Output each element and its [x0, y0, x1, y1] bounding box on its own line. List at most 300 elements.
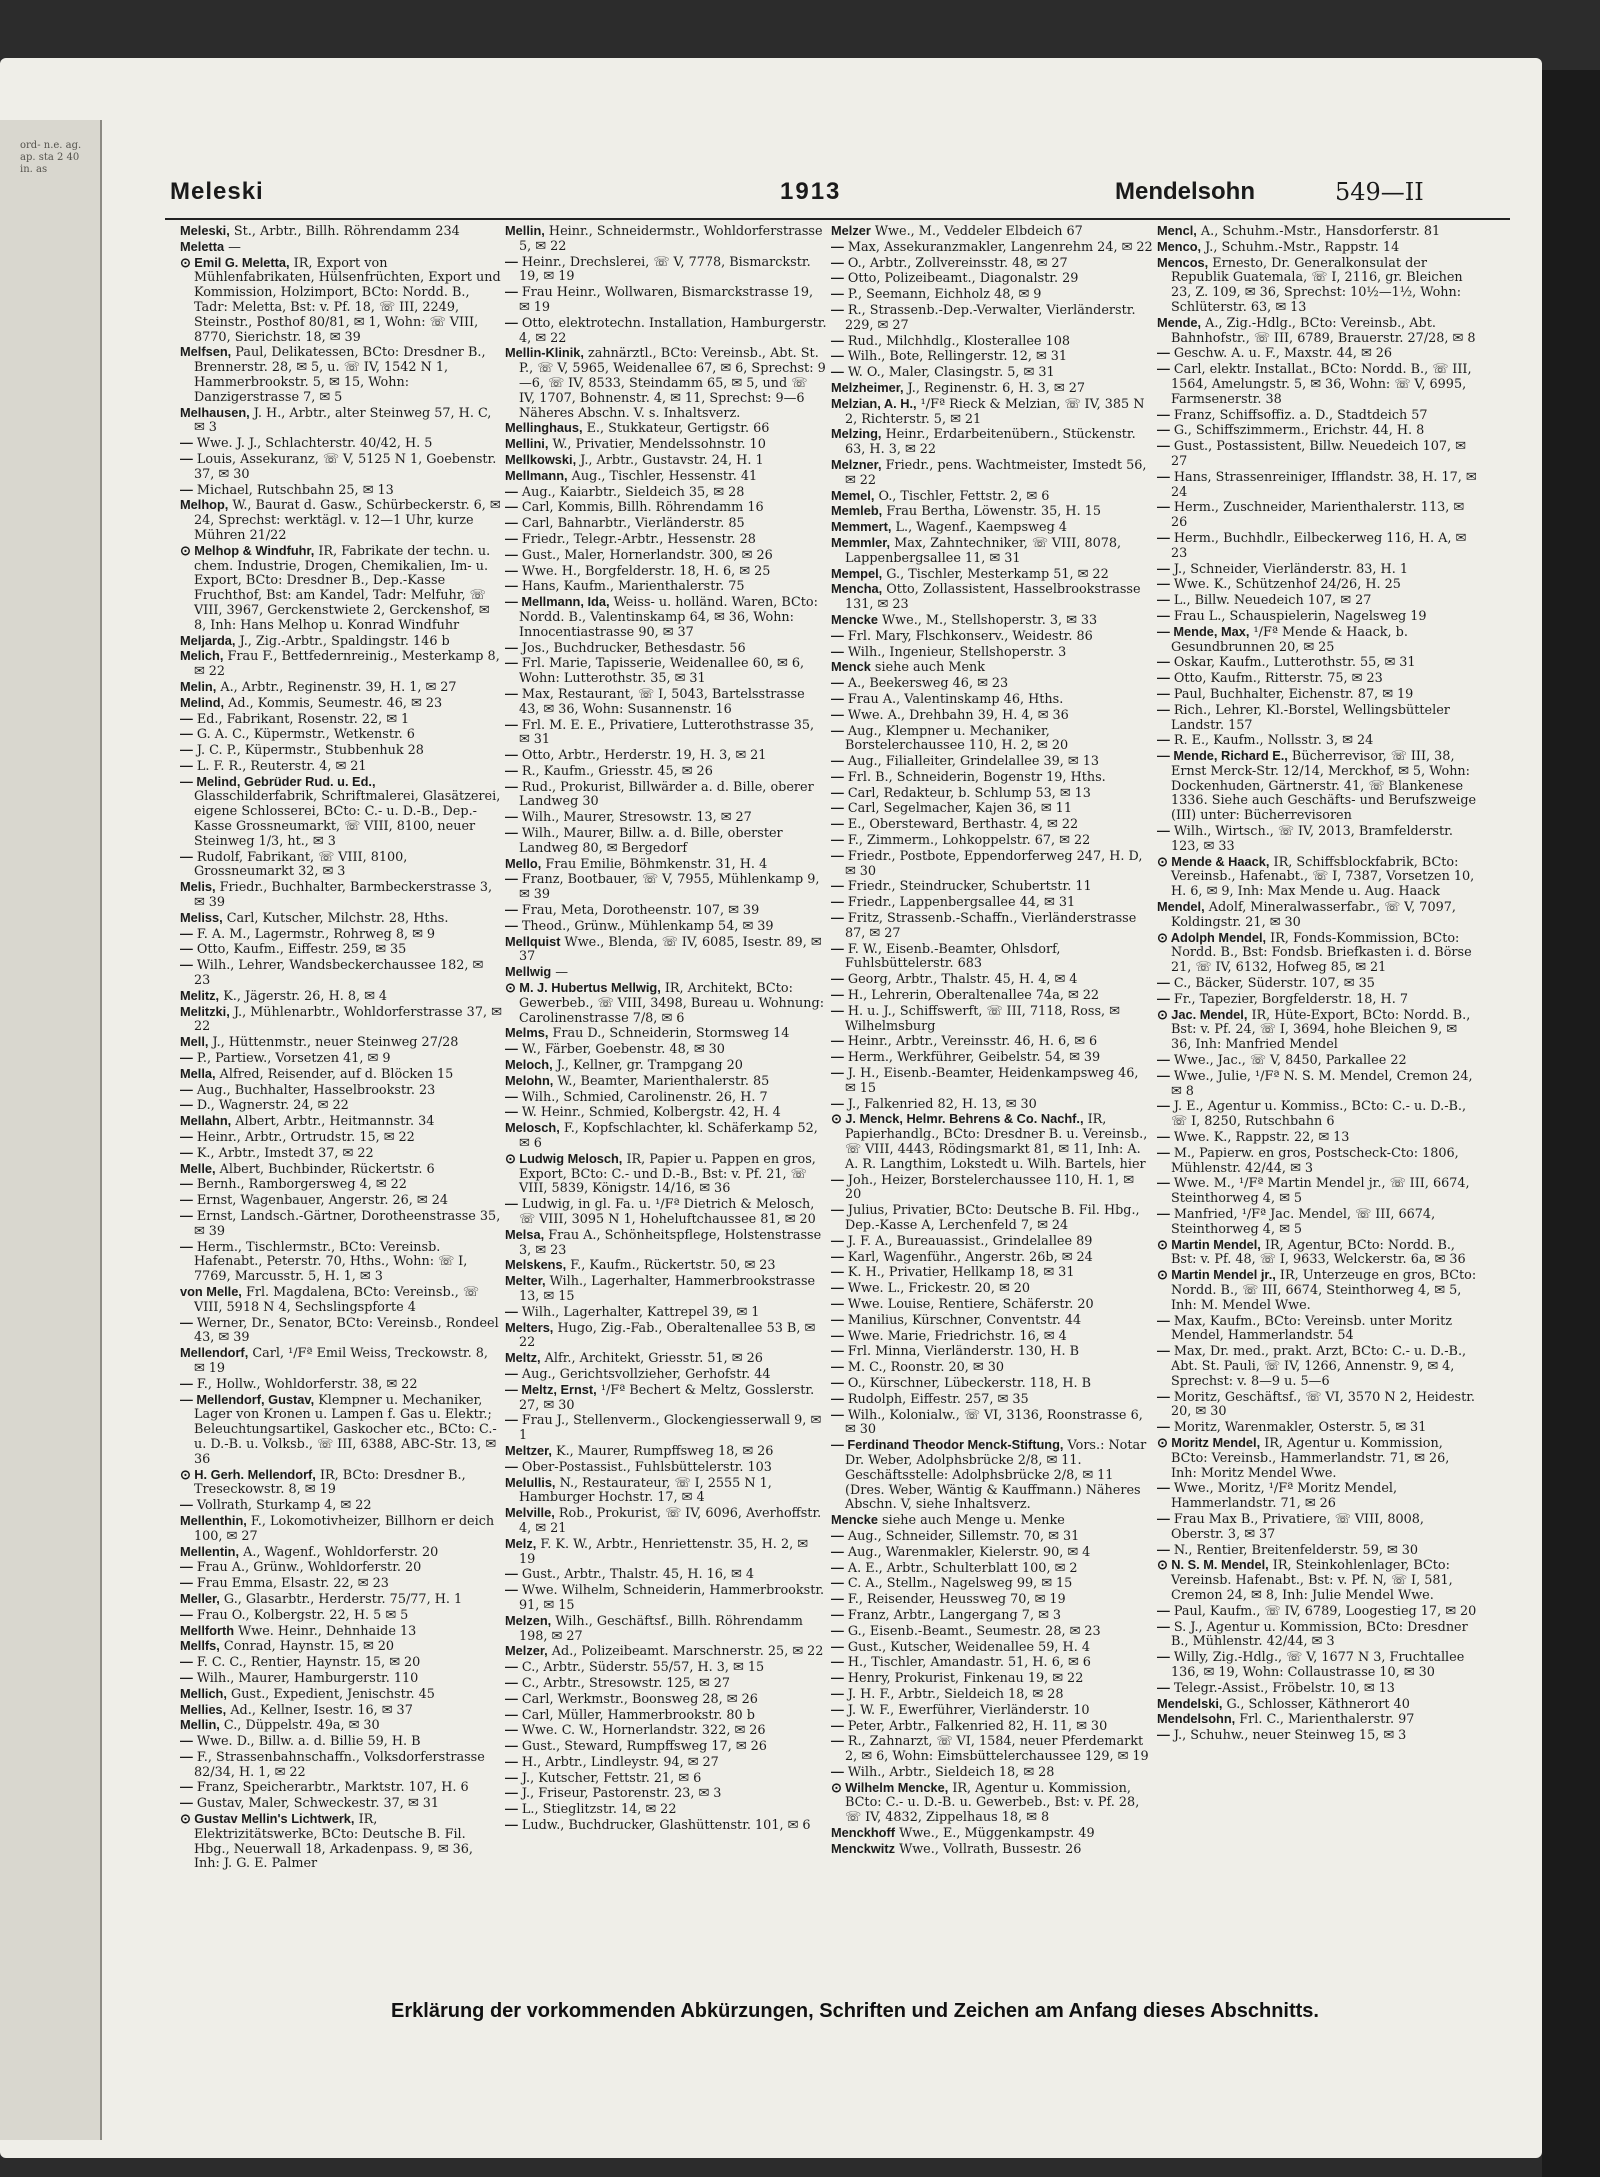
entry-name: — — [505, 639, 518, 655]
entry-details: Conrad, Haynstr. 15, ✉ 20 — [223, 1639, 395, 1655]
entry-details: Rich., Lehrer, Kl.-Borstel, Wellingsbütteler Landstr. 157 — [1171, 702, 1450, 733]
directory-entry — [180, 1592, 502, 1608]
directory-entry — [505, 872, 827, 903]
entry-details: Carl, Werkmstr., Boonsweg 28, ✉ 26 — [521, 1691, 758, 1707]
directory-entry — [505, 718, 827, 749]
entry-details: IR, Agentur, BCto: Nordd. B., Bst: v. Pf. 48, ☏ I, 9633, Welckerstr. 6a, ✉ 36 — [1171, 1237, 1466, 1268]
entry-name: — — [1157, 975, 1170, 991]
entry-details: Friedr., Postbote, Eppendorferweg 247, H. D, ✉ 30 — [845, 848, 1143, 879]
entry-details: Heinr., Drechslerei, ☏ V, 7778, Bismarckstr. 19, ✉ 19 — [519, 254, 811, 285]
entry-details: Max, Dr. med., prakt. Arzt, BCto: C.- u. D.-B., Abt. St. Pauli, ☏ IV, 1266, Annenstr. 9, ✉ 4, Sprechst: v. 8—9 u. 5—6 — [1171, 1344, 1467, 1389]
entry-details: G., Glasarbtr., Herderstr. 75/77, H. 1 — [223, 1591, 463, 1607]
entry-details: Manilius, Kürschner, Conventstr. 44 — [847, 1312, 1082, 1328]
entry-name: Melters, — [505, 1319, 554, 1335]
entry-details: Wwe., M., Veddeler Elbdeich 67 — [874, 224, 1083, 239]
entry-details: Herm., Buchhdlr., Eilbeckerweg 116, H. A, ✉ 23 — [1171, 530, 1467, 561]
entry-name: — — [831, 1606, 844, 1622]
column-1 — [180, 224, 502, 1984]
directory-entry — [180, 1468, 502, 1499]
directory-entry — [1157, 316, 1479, 347]
entry-name: Melzen, — [505, 1612, 552, 1628]
entry-details: Aug., Kaiarbtr., Sieldeich 35, ✉ 28 — [521, 484, 745, 500]
entry-details: O., Arbtr., Zollvereinsstr. 48, ✉ 27 — [847, 255, 1068, 271]
entry-name: Mellmann, — [505, 467, 568, 483]
entry-details: Wwe. J. J., Schlachterstr. 40/42, H. 5 — [196, 436, 433, 452]
entry-name: — — [180, 1238, 193, 1254]
entry-name: — — [831, 722, 844, 738]
directory-entry — [505, 903, 827, 919]
directory-entry — [1157, 1558, 1479, 1603]
entry-details: J., Falkenried 82, H. 13, ✉ 30 — [847, 1096, 1037, 1112]
entry-details: Moritz, Warenmakler, Osterstr. 5, ✉ 31 — [1173, 1420, 1427, 1436]
entry-details: Herm., Zuschneider, Marienthalerstr. 113, ✉ 26 — [1171, 500, 1465, 531]
entry-details: O., Kürschner, Lübeckerstr. 118, H. B — [847, 1375, 1092, 1391]
entry-details: IR, Papier u. Pappen en gros, Export, BCto: C.- und D.-B., Bst: v. Pf. 21, ☏ VIII, 5839, Königstr. 14/16, ✉ 36 — [519, 1151, 816, 1197]
entry-details: Otto, Arbtr., Herderstr. 19, H. 3, ✉ 21 — [521, 748, 767, 764]
directory-entry — [180, 1780, 502, 1796]
directory-entry — [180, 1209, 502, 1240]
directory-entry — [831, 1392, 1153, 1408]
entry-name: — — [831, 1575, 844, 1591]
entry-details: D., Wagnerstr. 24, ✉ 22 — [196, 1098, 349, 1114]
entry-name: — — [831, 832, 844, 848]
directory-entry — [831, 942, 1153, 973]
entry-details: G., Schiffszimmerm., Erichstr. 44, H. 8 — [1173, 423, 1425, 439]
entry-name: ⊙ N. S. M. Mendel, — [1157, 1557, 1269, 1573]
entry-details: J. E., Agentur u. Kommiss., BCto: C.- u. D.-B., ☏ I, 8250, Rutschbahn 6 — [1171, 1099, 1467, 1130]
directory-entry — [1157, 625, 1479, 656]
entry-name: ⊙ Adolph Mendel, — [1157, 929, 1267, 945]
entry-name: — — [1157, 1541, 1170, 1557]
entry-name: Melzheimer, — [831, 379, 904, 395]
entry-name: — Mellmann, Ida, — [505, 594, 610, 610]
directory-entry — [180, 1377, 502, 1393]
directory-entry — [1157, 1620, 1479, 1651]
directory-entry — [831, 1050, 1153, 1066]
entry-name: — — [831, 1311, 844, 1327]
entry-name: — — [1157, 1052, 1170, 1068]
directory-entry — [180, 712, 502, 728]
directory-entry — [1157, 1543, 1479, 1559]
entry-details: Herm., Tischlermstr., BCto: Vereinsb. Hafenabt., Peterstr. 70, Hths., Wohn: ☏ I, 7769, Marcusstr. 5, H. 1, ✉ 3 — [194, 1239, 468, 1285]
entry-details: Frl. B., Schneiderin, Bogenstr 19, Hths. — [847, 769, 1106, 785]
entry-details: W., Beamter, Marienthalerstr. 85 — [557, 1073, 770, 1089]
entry-name: — — [505, 562, 518, 578]
entry-details: Ernesto, Dr. Generalkonsulat der Republik Guatemala, ☏ I, 2116, gr. Bleichen 23, Z. 109, ✉ 36, Sprechst: 10½—1½, Wohn: Schlüterstr. 63, ✉ 13 — [1171, 255, 1463, 315]
entry-details: J., Kutscher, Fettstr. 21, ✉ 6 — [521, 1770, 702, 1786]
entry-details: Frau Emilie, Böhmkenstr. 31, H. 4 — [545, 856, 768, 872]
entry-details: R., Strassenb.-Dep.-Verwalter, Vierländerstr. 229, ✉ 27 — [845, 302, 1136, 333]
entry-name: — — [831, 768, 844, 784]
entry-name: Melich, — [180, 648, 224, 664]
entry-details: C. A., Stellm., Nagelsweg 99, ✉ 15 — [847, 1576, 1073, 1592]
directory-entry — [180, 1750, 502, 1781]
entry-details: H., Arbtr., Lindleystr. 94, ✉ 27 — [521, 1754, 719, 1770]
directory-entry — [180, 1560, 502, 1576]
entry-name: — — [505, 1041, 518, 1057]
entry-name: — — [505, 825, 518, 841]
entry-details: Carl, ¹/Fª Emil Weiss, Treckowstr. 8, ✉ 19 — [194, 1346, 488, 1376]
directory-entry — [831, 458, 1153, 489]
entry-name: — — [180, 1314, 193, 1330]
entry-name: — — [1157, 1175, 1170, 1191]
entry-name: — — [831, 1327, 844, 1343]
directory-entry — [831, 786, 1153, 802]
directory-entry — [505, 1444, 827, 1460]
directory-entry — [180, 498, 502, 543]
page-number: 549—II — [1335, 178, 1424, 206]
entry-name: — — [831, 1527, 844, 1543]
directory-entry — [180, 989, 502, 1005]
directory-entry — [1157, 577, 1479, 593]
entry-name: — — [505, 762, 518, 778]
entry-name: — — [831, 1654, 844, 1670]
entry-details: J., Hüttenmstr., neuer Steinweg 27/28 — [212, 1035, 459, 1051]
entry-details: Weiss- u. holländ. Waren, BCto: Nordd. B., Valentinskamp 64, ✉ 36, Wohn: Innocentiastrasse 90, ✉ 37 — [519, 595, 818, 640]
directory-entry — [831, 724, 1153, 755]
entry-name: — — [831, 690, 844, 706]
entry-name: ⊙ H. Gerh. Mellendorf, — [180, 1466, 316, 1482]
entry-details: ¹/Fª Rieck & Melzian, ☏ IV, 385 N 2, Richterstr. 5, ✉ 21 — [845, 396, 1145, 427]
directory-entry — [831, 879, 1153, 895]
entry-details: Wwe. M., ¹/Fª Martin Mendel jr., ☏ III, 6674, Steinthorweg 4, ✉ 5 — [1171, 1176, 1470, 1207]
directory-entry — [505, 453, 827, 469]
entry-name: — — [505, 1659, 518, 1675]
directory-entry — [180, 406, 502, 437]
entry-name: — — [831, 847, 844, 863]
entry-name: — — [505, 483, 518, 499]
entry-name: Mellkowski, — [505, 451, 577, 467]
directory-entry — [831, 1655, 1153, 1671]
directory-entry — [831, 1297, 1153, 1313]
entry-name: — — [1157, 1343, 1170, 1359]
directory-entry — [505, 595, 827, 640]
entry-details: J., Schuhw., neuer Steinweg 15, ✉ 3 — [1173, 1728, 1407, 1744]
entry-name: — — [1157, 685, 1170, 701]
directory-entry — [831, 224, 1153, 240]
entry-details: J. C. P., Küpermstr., Stubbenhuk 28 — [196, 743, 424, 759]
entry-name: — — [831, 1701, 844, 1717]
entry-details: F., Reisender, Heussweg 70, ✉ 19 — [847, 1592, 1066, 1608]
entry-details: Otto, Polizeibeamt., Diagonalstr. 29 — [847, 271, 1079, 287]
entry-name: — — [831, 894, 844, 910]
entry-name: Meloch, — [505, 1057, 553, 1073]
directory-entry — [831, 754, 1153, 770]
entry-details: Franz, Schiffsoffiz. a. D., Stadtdeich 57 — [1173, 407, 1428, 423]
directory-entry — [180, 1083, 502, 1099]
entry-name: — — [831, 1280, 844, 1296]
directory-entry — [1157, 655, 1479, 671]
directory-entry — [180, 1316, 502, 1347]
directory-entry — [1157, 1650, 1479, 1681]
directory-entry — [505, 437, 827, 453]
directory-entry — [831, 849, 1153, 880]
entry-name: — — [505, 546, 518, 562]
entry-name: — — [1157, 361, 1170, 377]
entry-details: Geschw. A. u. F., Maxstr. 44, ✉ 26 — [1173, 346, 1393, 362]
entry-details: Paul, Buchhalter, Eichenstr. 87, ✉ 19 — [1173, 686, 1414, 702]
entry-name: — — [831, 1763, 844, 1779]
directory-entry — [180, 1130, 502, 1146]
entry-details: Hans, Strassenreiniger, Ifflandstr. 38, H. 17, ✉ 24 — [1171, 469, 1477, 500]
entry-name: — — [505, 1817, 518, 1833]
entry-details: G., Schlosser, Käthnerort 40 — [1226, 1696, 1410, 1712]
entry-details: Hugo, Zig.-Fab., Oberaltenallee 53 B, ✉ 22 — [519, 1320, 816, 1351]
directory-entry — [1157, 500, 1479, 531]
directory-entry — [505, 1074, 827, 1090]
directory-entry — [180, 1576, 502, 1592]
directory-entry — [831, 1438, 1153, 1513]
entry-name: — — [505, 1088, 518, 1104]
column-4 — [1157, 224, 1479, 1984]
entry-name: — — [505, 917, 518, 933]
entry-name: — — [180, 1795, 193, 1811]
directory-entry — [505, 656, 827, 687]
entry-name: — — [180, 941, 193, 957]
directory-entry — [831, 1281, 1153, 1297]
entry-details: Frau O., Kolbergstr. 22, H. 5 ✉ 5 — [196, 1607, 409, 1623]
header-last-entry: Mendelsohn — [1115, 178, 1256, 205]
directory-entry — [1157, 900, 1479, 931]
entry-name: Mempel, — [831, 565, 883, 581]
entry-name: Mellin-Klinik, — [505, 345, 584, 361]
directory-entry — [505, 1321, 827, 1352]
entry-name: — — [505, 1706, 518, 1722]
directory-entry — [505, 1567, 827, 1583]
directory-entry — [180, 256, 502, 346]
entry-details: R., Zahnarzt, ☏ VI, 1584, neuer Pferdemarkt 2, ✉ 6, Wohn: Eimsbüttelerchaussee 129, ✉ 19 — [845, 1734, 1149, 1765]
entry-details: Otto, Kaufm., Eiffestr. 259, ✉ 35 — [196, 942, 407, 958]
entry-details: Carl, elektr. Installat., BCto: Nordd. B., ☏ III, 1564, Amelungstr. 5, ✉ 36, Wohn: ☏ V, 6995, Farmsenerstr. 38 — [1171, 362, 1472, 407]
entry-details: Aug., Buchhalter, Hasselbrookstr. 23 — [196, 1082, 436, 1098]
entry-details: W., Färber, Goebenstr. 48, ✉ 30 — [521, 1042, 725, 1058]
entry-details: Wilh., Arbtr., Sieldeich 18, ✉ 28 — [847, 1764, 1055, 1780]
entry-details: Wilh., Wirtsch., ☏ IV, 2013, Bramfelderstr. 123, ✉ 33 — [1171, 824, 1453, 854]
directory-entry — [831, 520, 1153, 536]
directory-entry — [1157, 1238, 1479, 1269]
entry-details: H., Lehrerin, Oberaltenallee 74a, ✉ 22 — [847, 988, 1100, 1004]
entry-name: — — [505, 685, 518, 701]
entry-name: — — [1157, 670, 1170, 686]
entry-name: — — [1157, 1649, 1170, 1665]
entry-details: F. K. W., Arbtr., Henriettenstr. 35, H. 2, ✉ 19 — [519, 1536, 808, 1567]
directory-entry — [180, 1655, 502, 1671]
entry-details: Gust., Steward, Rumpffsweg 17, ✉ 26 — [521, 1739, 767, 1755]
entry-name: — — [505, 1458, 518, 1474]
directory-entry — [505, 1644, 827, 1660]
entry-details: W., Baurat d. Gasw., Schürbeckerstr. 6, ✉ 24, Sprechst: werktägl. v. 12—1 Uhr, kurze Mühren 21/22 — [194, 498, 501, 543]
directory-entry — [505, 857, 827, 873]
directory-entry — [1157, 992, 1479, 1008]
directory-entry — [505, 255, 827, 286]
directory-entry — [505, 1152, 827, 1197]
entry-name: — — [505, 284, 518, 300]
entry-name: — — [831, 706, 844, 722]
entry-details: S. J., Agentur u. Kommission, BCto: Dresdner B., Mühlenstr. 42/44, ✉ 3 — [1171, 1619, 1468, 1650]
directory-entry — [831, 1561, 1153, 1577]
directory-entry — [505, 1802, 827, 1818]
directory-entry — [831, 1329, 1153, 1345]
directory-entry — [831, 1608, 1153, 1624]
entry-name: — — [180, 435, 193, 451]
entry-details: Vollrath, Sturkamp 4, ✉ 22 — [196, 1498, 372, 1514]
directory-entry — [1157, 470, 1479, 501]
entry-name: — — [180, 1375, 193, 1391]
directory-entry — [505, 1026, 827, 1042]
entry-details: J. H. F., Arbtr., Sieldeich 18, ✉ 28 — [847, 1686, 1064, 1702]
entry-details: H. u. J., Schiffswerft, ☏ III, 7118, Ross, ✉ Wilhelmsburg — [845, 1003, 1120, 1034]
entry-name: — — [505, 515, 518, 531]
directory-entry — [505, 641, 827, 657]
entry-name: — — [831, 643, 844, 659]
entry-details: Karl, Wagenführ., Angerstr. 26b, ✉ 24 — [847, 1249, 1093, 1265]
entry-details: Frau L., Schauspielerin, Nagelsweg 19 — [1173, 608, 1427, 624]
directory-entry — [831, 895, 1153, 911]
entry-name: — — [180, 957, 193, 973]
entry-details: Franz, Speicherarbtr., Marktstr. 107, H. 6 — [196, 1780, 469, 1796]
directory-entry — [505, 1755, 827, 1771]
entry-name: Mendelski, — [1157, 1695, 1223, 1711]
directory-entry — [505, 780, 827, 811]
entry-details: F., Zimmerm., Lohkoppelstr. 67, ✉ 22 — [847, 833, 1091, 849]
directory-entry — [505, 1537, 827, 1568]
directory-entry — [831, 1703, 1153, 1719]
entry-details: Friedr., Telegr.-Arbtr., Hessenstr. 28 — [521, 531, 756, 547]
entry-name: ⊙ M. J. Hubertus Mellwig, — [505, 980, 661, 996]
directory-entry — [505, 1786, 827, 1802]
directory-entry — [1157, 1314, 1479, 1345]
entry-name: — — [831, 816, 844, 832]
directory-entry — [505, 1692, 827, 1708]
entry-details: Friedr., Steindrucker, Schubertstr. 11 — [847, 879, 1092, 895]
directory-entry — [831, 349, 1153, 365]
entry-details: — — [555, 965, 569, 981]
entry-name: — — [831, 627, 844, 643]
entry-name: — — [505, 1303, 518, 1319]
entry-name: Melms, — [505, 1025, 549, 1041]
entry-name: — — [180, 481, 193, 497]
entry-details: Ad., Kellner, Isestr. 16, ✉ 37 — [230, 1702, 413, 1718]
directory-entry — [180, 927, 502, 943]
entry-name: — — [505, 1104, 518, 1120]
directory-entry — [1157, 593, 1479, 609]
directory-entry — [831, 708, 1153, 724]
entry-name: Melhop, — [180, 497, 229, 513]
directory-entry — [180, 1035, 502, 1051]
entry-details: Paul, Kaufm., ☏ IV, 6789, Loogestieg 17, ✉ 20 — [1173, 1603, 1477, 1619]
entry-name: — — [505, 1196, 518, 1212]
directory-entry — [180, 911, 502, 927]
directory-entry — [831, 988, 1153, 1004]
entry-name: — — [831, 971, 844, 987]
entry-name: — — [505, 1801, 518, 1817]
entry-name: — — [1157, 1388, 1170, 1404]
directory-entry — [180, 775, 502, 850]
entry-details: Wilh., Maurer, Billw. a. d. Bille, oberster Landweg 80, ✉ Bergedorf — [519, 826, 783, 856]
entry-details: O., Tischler, Fettstr. 2, ✉ 6 — [878, 488, 1050, 504]
entry-details: A., Zig.-Hdlg., BCto: Vereinsb., Abt. Bahnhofstr., ☏ III, 6789, Brauerstr. 27/28, ✉ 8 — [1171, 315, 1476, 346]
directory-entry — [1157, 1099, 1479, 1130]
entry-details: Michael, Rutschbahn 25, ✉ 13 — [196, 482, 394, 498]
directory-entry — [1157, 733, 1479, 749]
entry-details: Alfr., Architekt, Griesstr. 51, ✉ 26 — [544, 1351, 763, 1367]
entry-details: F., Lokomotivheizer, Billhorn er deich 100, ✉ 27 — [194, 1513, 495, 1544]
entry-details: Henry, Prokurist, Finkenau 19, ✉ 22 — [847, 1671, 1084, 1687]
directory-entry — [831, 1781, 1153, 1826]
directory-entry — [505, 919, 827, 935]
directory-entry — [831, 1234, 1153, 1250]
directory-entry — [180, 696, 502, 712]
directory-entry — [1157, 1207, 1479, 1238]
entry-details: Paul, Delikatessen, BCto: Dresdner B., Brennerstr. 28, ✉ 5, u. ☏ IV, 1542 N 1, Hammerbrookstr. 5, ✉ 15, Wohn: Danzigerstrasse 7, ✉ 5 — [194, 345, 486, 405]
entry-name: ⊙ Martin Mendel jr., — [1157, 1267, 1276, 1283]
entry-details: J., Schuhm.-Mstr., Rappstr. 14 — [1205, 239, 1400, 255]
entry-details: Wilh., Ingenieur, Stellshoperstr. 3 — [847, 644, 1067, 660]
entry-details: G., Tischler, Mesterkamp 51, ✉ 22 — [886, 566, 1109, 582]
directory-entry — [831, 660, 1153, 676]
directory-entry — [180, 1812, 502, 1872]
directory-entry — [180, 743, 502, 759]
entry-details: IR, BCto: Dresdner B., Treseckowstr. 8, ✉ 19 — [194, 1467, 466, 1498]
entry-name: Memmert, — [831, 519, 892, 535]
entry-details: Theod., Grünw., Mühlenkamp 54, ✉ 39 — [521, 918, 774, 934]
directory-entry — [505, 1818, 827, 1834]
entry-details: IR, Papierhandlg., BCto: Dresdner B. u. Vereinsb., ☏ VIII, 4443, Rödingsmarkt 81, ✉ 11, Inh: A. A. R. Langthim, Lokstedt u. Wilh. Bartels, hier — [845, 1112, 1148, 1172]
entry-details: Wilh., Geschäftsf., Billh. Röhrendamm 198, ✉ 27 — [519, 1613, 803, 1644]
entry-name: Mencke — [831, 611, 878, 627]
entry-details: Manfried, ¹/Fª Jac. Mendel, ☏ III, 6674, Steinthorweg 4, ✉ 5 — [1171, 1207, 1436, 1237]
entry-details: Wwe., Julie, ¹/Fª N. S. M. Mendel, Cremon 24, ✉ 8 — [1171, 1068, 1473, 1099]
directory-entry — [180, 1514, 502, 1545]
entry-name: Mellich, — [180, 1685, 227, 1701]
entry-details: Ad., Polizeibeamt. Marschnerstr. 25, ✉ 22 — [551, 1644, 824, 1660]
entry-details: Wwe. A., Drehbahn 39, H. 4, ✉ 36 — [847, 707, 1069, 723]
entry-details: H., Tischler, Amandastr. 51, H. 6, ✉ 6 — [847, 1655, 1091, 1671]
entry-name: Melfsen, — [180, 344, 232, 360]
directory-entry — [1157, 1697, 1479, 1713]
entry-name: — — [1157, 406, 1170, 422]
entry-name: — — [505, 716, 518, 732]
directory-entry — [1157, 703, 1479, 734]
entry-details: Wwe. K., Schützenhof 24/26, H. 25 — [1173, 577, 1401, 593]
entry-name: — — [1157, 1679, 1170, 1695]
directory-entry — [831, 1408, 1153, 1439]
directory-entry — [180, 1639, 502, 1655]
directory-entry — [180, 1498, 502, 1514]
directory-entry — [831, 770, 1153, 786]
entry-name: — — [180, 1748, 193, 1764]
entry-name: — — [180, 1654, 193, 1670]
entry-details: Willy, Zig.-Hdlg., ☏ V, 1677 N 3, Fruchtallee 136, ✉ 19, Wohn: Collaustrasse 10, ✉ 30 — [1171, 1650, 1465, 1680]
entry-name: Melitz, — [180, 987, 220, 1003]
entry-name: — — [1157, 1419, 1170, 1435]
directory-entry — [831, 582, 1153, 613]
page-header — [170, 178, 1510, 218]
entry-details: — — [228, 239, 241, 255]
entry-details: K., Maurer, Rumpffsweg 18, ✉ 26 — [556, 1443, 774, 1459]
directory-entry — [505, 1305, 827, 1321]
directory-entry — [1157, 346, 1479, 362]
entry-details: Alfred, Reisender, auf d. Blöcken 15 — [219, 1066, 454, 1082]
directory-entry — [505, 1367, 827, 1383]
directory-entry — [831, 397, 1153, 428]
directory-entry — [831, 1826, 1153, 1842]
directory-entry — [831, 1344, 1153, 1360]
entry-details: L., Stieglitzstr. 14, ✉ 22 — [521, 1802, 677, 1818]
entry-name: — — [180, 848, 193, 864]
entry-name: — — [831, 238, 844, 254]
directory-entry — [180, 483, 502, 499]
